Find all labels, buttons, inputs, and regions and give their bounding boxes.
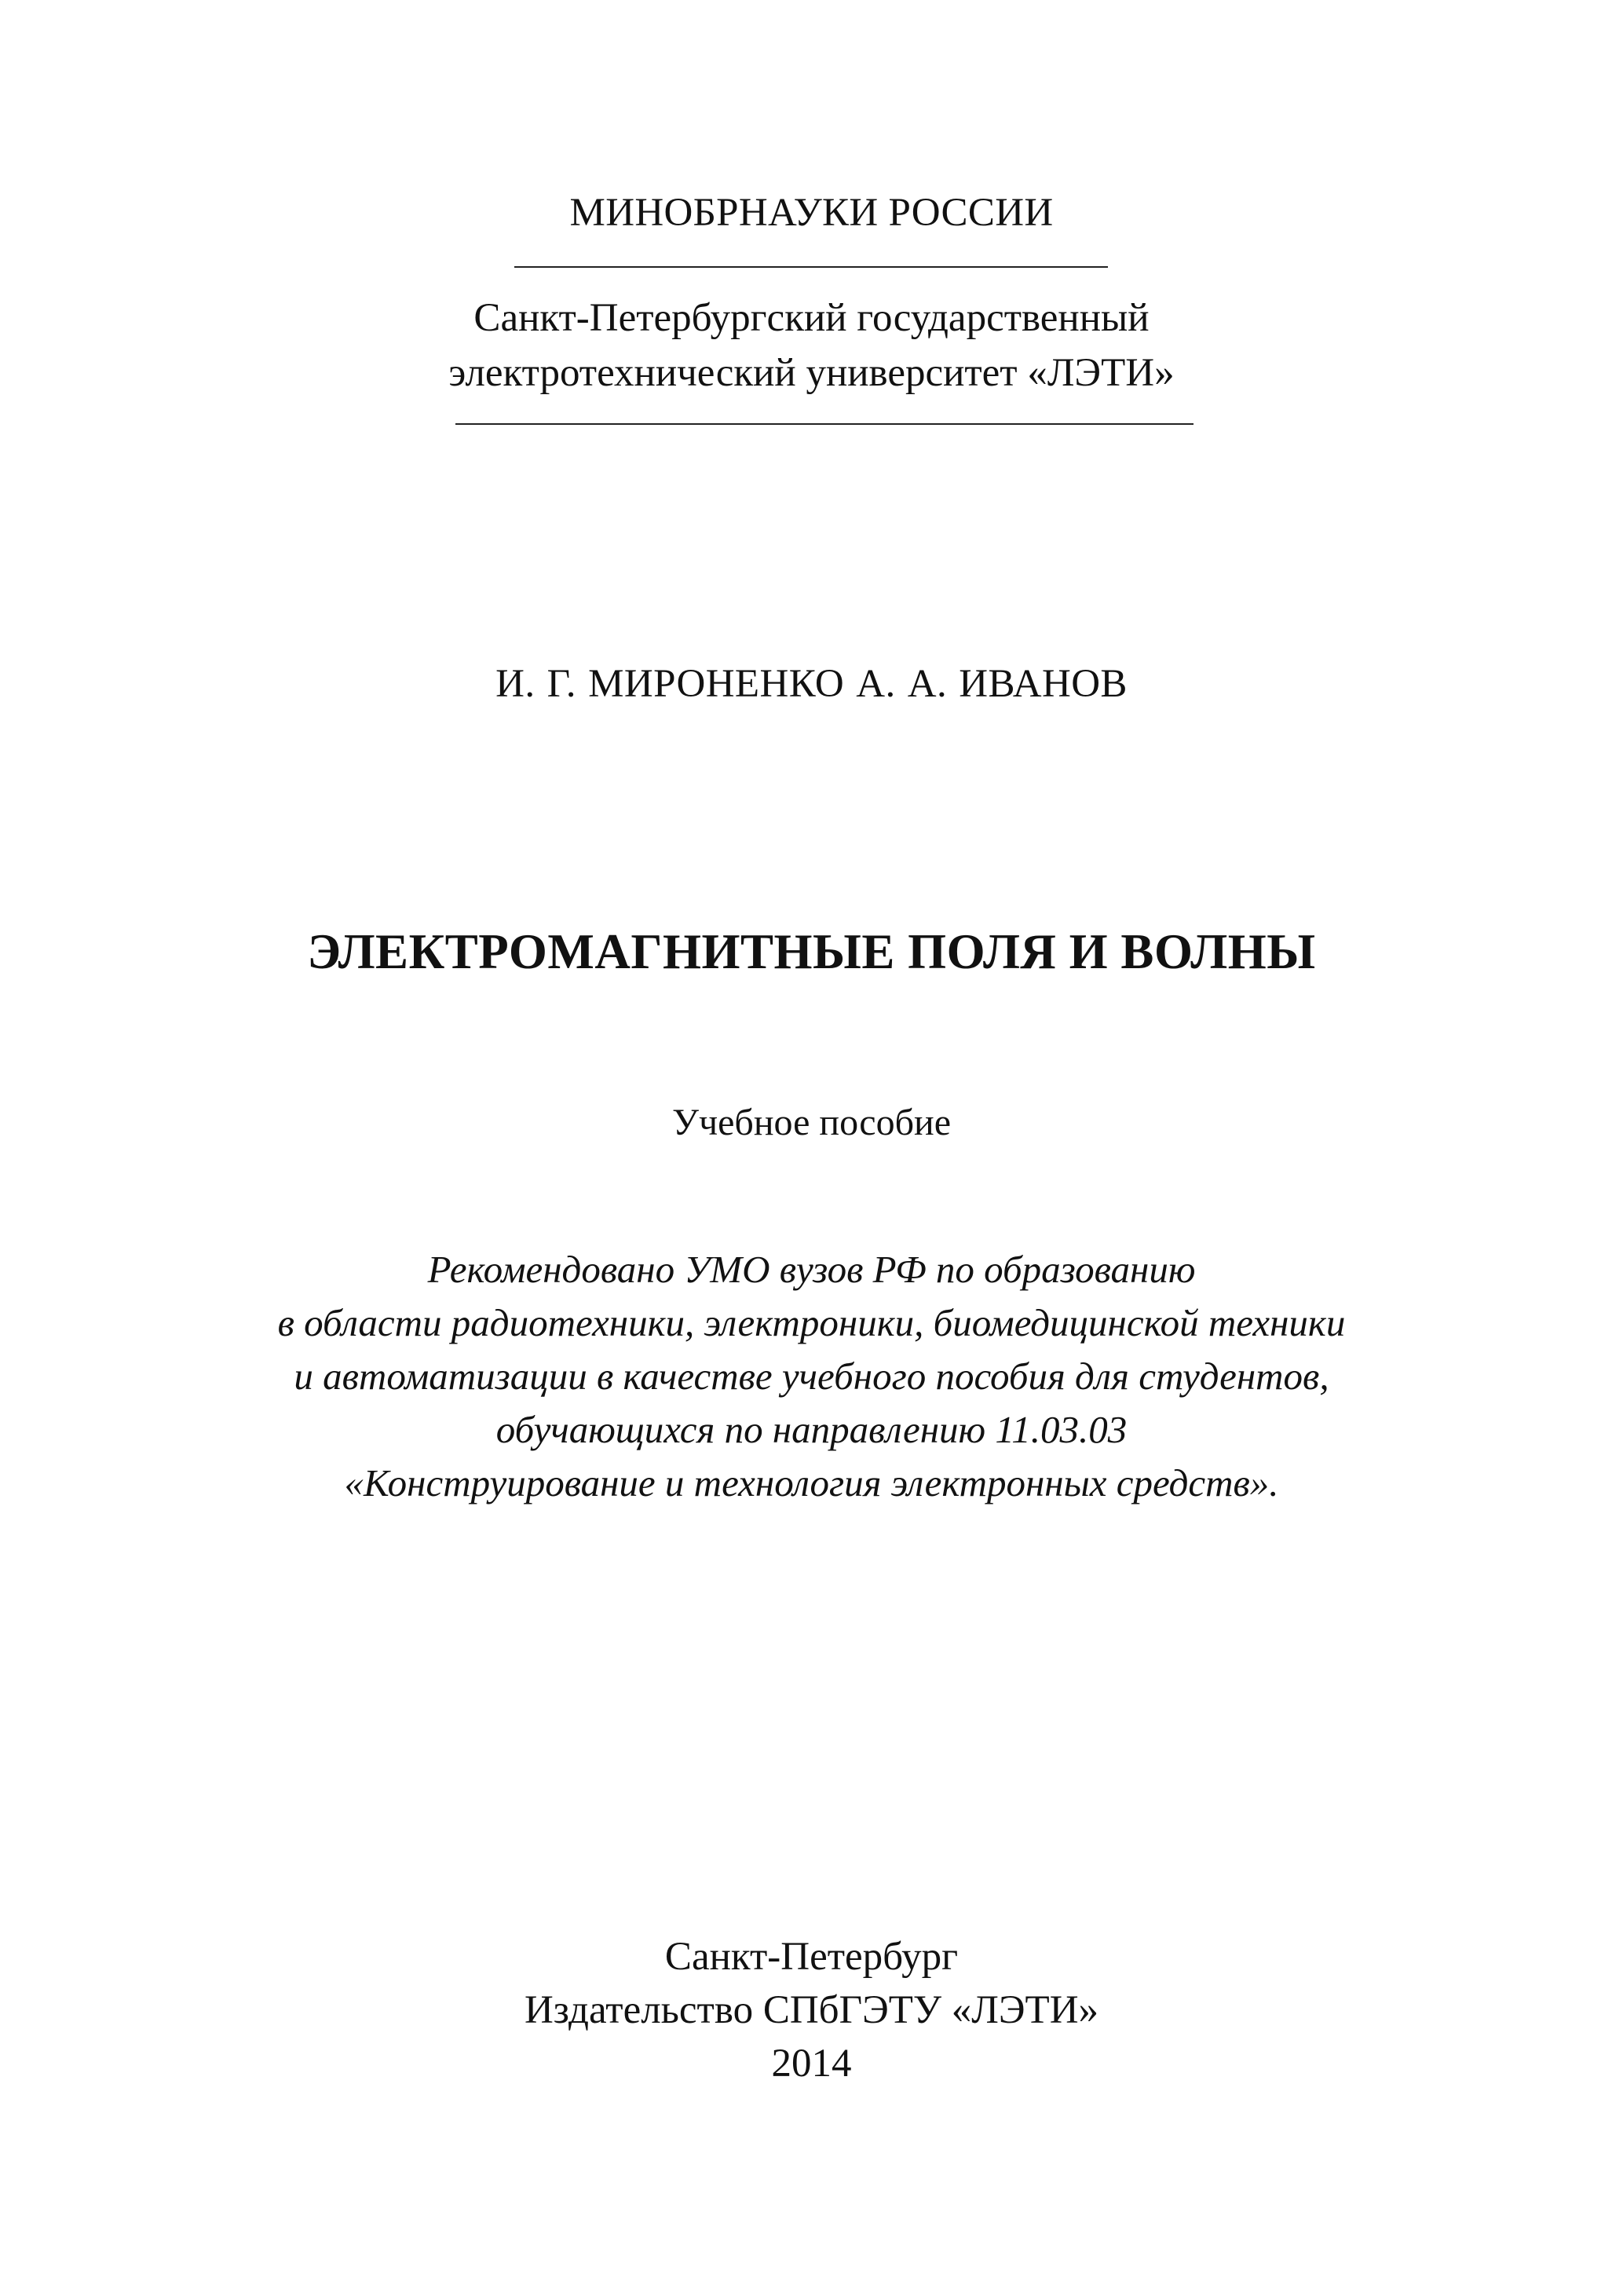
imprint-publisher: Издательство СПбГЭТУ «ЛЭТИ» — [524, 1988, 1099, 2032]
imprint-year: 2014 — [771, 2042, 852, 2086]
book-title: ЭЛЕКТРОМАГНИТНЫЕ ПОЛЯ И ВОЛНЫ — [307, 924, 1316, 979]
recommendation-line: и автоматизации в качестве учебного пособия для студентов, — [294, 1355, 1329, 1398]
ministry-name: МИНОБРНАУКИ РОССИИ — [569, 191, 1054, 235]
recommendation-line: «Конструирование и технология электронных средств». — [344, 1461, 1279, 1504]
header-divider-top — [514, 266, 1108, 268]
book-subtitle: Учебное пособие — [671, 1102, 952, 1143]
recommendation-line: Рекомендовано УМО вузов РФ по образованию — [427, 1248, 1196, 1291]
university-name-line-2: электротехнический университет «ЛЭТИ» — [448, 351, 1175, 395]
authors: И. Г. МИРОНЕНКО А. А. ИВАНОВ — [495, 662, 1128, 706]
recommendation-line: обучающихся по направлению 11.03.03 — [495, 1408, 1128, 1451]
recommendation-line: в области радиотехники, электроники, биомедицинской техники — [277, 1301, 1346, 1344]
imprint-city: Санкт-Петербург — [664, 1935, 959, 1979]
university-name-line-1: Санкт-Петербургский государственный — [473, 296, 1150, 340]
header-divider-bottom — [455, 423, 1193, 425]
